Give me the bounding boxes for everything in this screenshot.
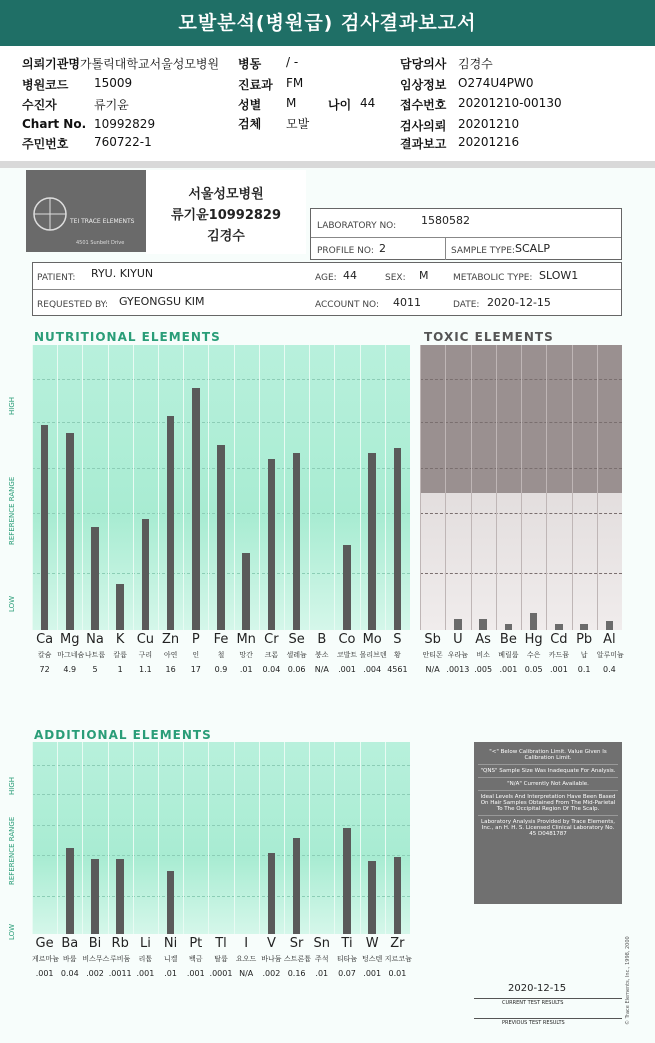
value-hospital-code: 15009 [94, 76, 133, 90]
additional-symbol-ni: Ni [163, 936, 178, 951]
additional-symbol-sn: Sn [313, 936, 331, 951]
axis-ref-label: REFERENCE RANGE [8, 476, 16, 545]
additional-symbol-pt: Pt [189, 936, 203, 951]
additional-lane [334, 742, 335, 934]
additional-symbol-li: Li [139, 936, 151, 951]
label-doctor: 담당의사 [400, 57, 447, 71]
label-clinical-info: 임상정보 [400, 78, 447, 92]
footer-previous: PREVIOUS TEST RESULTS [502, 1020, 565, 1026]
nutritional-lane [158, 345, 159, 630]
nutritional-bar-ca [41, 425, 49, 630]
logo-text: TEI TRACE ELEMENTS [70, 218, 135, 225]
nutritional-lane [57, 345, 58, 630]
value-age: 44 [360, 96, 376, 110]
date-value: 2020-12-15 [487, 296, 551, 309]
nutritional-name-co: 코발트 [336, 651, 358, 659]
additional-title: ADDITIONAL ELEMENTS [34, 728, 212, 742]
nutritional-gridline [32, 379, 410, 380]
additional-result-bi: .002 [86, 969, 104, 978]
label-specimen: 검체 [238, 117, 262, 131]
toxic-symbol-cd: Cd [550, 632, 568, 647]
nutritional-bar-p [192, 388, 200, 630]
age-value: 44 [343, 269, 357, 282]
nutritional-lane [385, 345, 386, 630]
additional-gridline [32, 825, 410, 826]
label-requested: 검사의뢰 [400, 119, 447, 133]
toxic-bar-u [454, 619, 462, 630]
requested-label: REQUESTED BY: [37, 300, 109, 310]
nutritional-symbol-b: B [317, 632, 327, 647]
toxic-bar-cd [555, 624, 563, 630]
nutritional-bar-cr [268, 459, 276, 630]
nutritional-bar-k [116, 584, 124, 630]
nutritional-lane [334, 345, 335, 630]
note-na: "N/A" Currently Not Available. [478, 781, 618, 791]
additional-result-pt: .001 [186, 969, 205, 978]
toxic-result-sb: N/A [425, 665, 440, 674]
nutritional-bar-mg [66, 433, 74, 630]
additional-bar-ni [167, 871, 175, 934]
nutritional-name-cu: 구리 [138, 651, 153, 659]
toxic-name-as: 비소 [476, 651, 490, 659]
nutritional-name-mn: 망간 [239, 651, 253, 659]
additional-symbol-v: V [266, 936, 276, 951]
nutritional-result-co: .001 [338, 665, 356, 674]
toxic-title: TOXIC ELEMENTS [424, 330, 554, 344]
nutritional-chart [32, 345, 410, 630]
nutritional-bar-mn [242, 553, 250, 630]
nutritional-lane [208, 345, 209, 630]
value-requested: 20201210 [458, 117, 520, 131]
toxic-symbol-pb: Pb [576, 632, 593, 647]
nutritional-name-k: 칼륨 [113, 651, 127, 659]
additional-symbol-ge: Ge [35, 936, 54, 951]
nutritional-result-na: 5 [92, 665, 98, 674]
additional-lane [284, 742, 285, 934]
nutritional-lane [133, 345, 134, 630]
toxic-name-al: 알루미늄 [596, 651, 624, 659]
note-ideal-levels: Ideal Levels And Interpretation Have Been Based On Hair Samples Obtained From The Mid-Parietal To The Occipital Region Of The Scalp. [478, 794, 618, 816]
value-clinical-info: O274U4PW0 [458, 76, 534, 90]
note-qns: "QNS" Sample Size Was Inadequate For Analysis. [478, 768, 618, 778]
nutritional-title: NUTRITIONAL ELEMENTS [34, 330, 221, 344]
nutritional-result-mg: 4.9 [63, 665, 77, 674]
value-doctor: 김경수 [458, 57, 493, 71]
toxic-symbol-sb: Sb [424, 632, 441, 647]
profile-label: PROFILE NO: [317, 246, 374, 256]
toxic-name-be: 베릴륨 [498, 651, 519, 659]
additional-symbol-sr: Sr [289, 936, 304, 951]
label-age: 나이 [328, 98, 352, 112]
nutritional-symbol-fe: Fe [213, 632, 229, 647]
additional-lane [82, 742, 83, 934]
additional-bar-bi [91, 859, 99, 934]
note-laboratory: Laboratory Analysis Provided by Trace Elements, Inc., an H. H. S. Licensed Clinical Laboratory No. 45 D0481787 [481, 819, 615, 837]
additional-bar-w [368, 861, 376, 934]
toxic-name-cd: 카드뮴 [548, 651, 570, 659]
footer-copyright: © Trace Elements, Inc., 1998, 2000 [625, 936, 631, 1025]
additional-bar-ti [343, 828, 351, 934]
lab-info-box [310, 208, 622, 260]
nutritional-result-zn: 16 [165, 665, 176, 674]
additional-lane [385, 742, 386, 934]
nutritional-result-ca: 72 [39, 665, 50, 674]
stamp-hospital: 서울성모병원 [188, 187, 264, 202]
lab-no-label: LABORATORY NO: [317, 221, 397, 231]
toxic-symbol-al: Al [603, 632, 616, 647]
stamp-doctor: 김경수 [207, 229, 245, 244]
toxic-chart [420, 345, 622, 630]
toxic-name-sb: 안티몬 [422, 651, 443, 659]
additional-lane [208, 742, 209, 934]
nutritional-lane [32, 345, 33, 630]
patient-info-box [32, 262, 622, 316]
nutritional-name-s: 황 [394, 651, 401, 659]
nutritional-bar-na [91, 527, 99, 630]
nutritional-symbol-mn: Mn [236, 632, 256, 647]
additional-name-ti: 티타늄 [336, 955, 358, 963]
additional-bar-v [268, 853, 276, 934]
nutritional-name-cr: 크롬 [264, 651, 279, 659]
nutritional-name-b: 붕소 [315, 651, 329, 659]
toxic-result-u: .0013 [446, 665, 470, 674]
nutritional-lane [259, 345, 260, 630]
trace-elements-logo [26, 170, 146, 252]
additional-name-li: 리튬 [138, 955, 153, 963]
account-value: 4011 [393, 296, 421, 309]
nutritional-lane [183, 345, 184, 630]
additional-lane [234, 742, 235, 934]
additional-symbol-rb: Rb [111, 936, 129, 951]
date-label: DATE: [453, 300, 480, 310]
toxic-result-al: 0.4 [603, 665, 616, 674]
toxic-symbol-as: As [475, 632, 491, 647]
nutritional-result-b: N/A [314, 665, 329, 674]
report-title: 모발분석(병원급) 검사결과보고서 [0, 0, 655, 46]
additional-bar-sr [293, 838, 301, 934]
nutritional-name-na: 나트륨 [84, 651, 106, 659]
patient-label: PATIENT: [37, 273, 76, 283]
nutritional-lane [309, 345, 310, 630]
toxic-result-as: .005 [474, 665, 493, 674]
axis-low-label: LOW [8, 595, 16, 612]
additional-gridline [32, 765, 410, 766]
requested-value: GYEONGSU KIM [119, 295, 205, 308]
nutritional-symbol-mo: Mo [362, 632, 382, 647]
additional-result-sn: .01 [315, 969, 329, 978]
axis-high-label: HIGH [8, 396, 16, 415]
additional-result-rb: .0011 [108, 969, 132, 978]
nutritional-bar-fe [217, 445, 225, 630]
toxic-name-hg: 수은 [526, 651, 541, 659]
label-resident-no: 주민번호 [22, 137, 69, 151]
toxic-symbol-hg: Hg [524, 632, 543, 647]
nutritional-symbol-mg: Mg [60, 632, 80, 647]
value-chart-no: 10992829 [94, 117, 156, 131]
sample-type-label: SAMPLE TYPE: [451, 246, 515, 256]
value-receipt-no: 20201210-00130 [458, 96, 562, 110]
additional-chart [32, 742, 410, 934]
nutritional-gridline [32, 422, 410, 423]
nutritional-bar-mo [368, 453, 376, 630]
additional-gridline [32, 794, 410, 795]
nutritional-symbol-cr: Cr [264, 632, 279, 647]
nutritional-result-mo: .004 [363, 665, 382, 674]
notes-box [474, 742, 622, 904]
additional-lane [108, 742, 109, 934]
nutritional-name-ca: 칼슘 [37, 651, 52, 659]
metabolic-value: SLOW1 [539, 269, 579, 282]
logo-address: 4501 Sunbelt Drive [76, 240, 125, 246]
toxic-lane [496, 345, 497, 630]
nutritional-name-fe: 철 [217, 651, 225, 659]
nutritional-bar-zn [167, 416, 175, 630]
nutritional-bar-cu [142, 519, 150, 630]
nutritional-result-cr: 0.04 [262, 665, 281, 674]
label-ward: 병동 [238, 57, 262, 71]
additional-name-w: 텅스텐 [362, 955, 383, 963]
axis-low-label-2: LOW [8, 923, 16, 940]
additional-result-ba: 0.04 [60, 969, 79, 978]
nutritional-symbol-na: Na [86, 632, 104, 647]
nutritional-result-se: 0.06 [287, 665, 306, 674]
additional-bar-rb [116, 859, 124, 934]
additional-bar-zr [394, 857, 402, 934]
nutritional-symbol-k: K [115, 632, 125, 647]
label-reported: 결과보고 [400, 137, 447, 151]
nutritional-bar-se [293, 453, 301, 630]
footer-date: 2020-12-15 [508, 983, 567, 994]
nutritional-symbol-s: S [393, 632, 402, 647]
additional-lane [309, 742, 310, 934]
toxic-lane [521, 345, 522, 630]
value-specimen: 모발 [286, 117, 310, 131]
additional-lane [32, 742, 33, 934]
toxic-lane [597, 345, 598, 630]
additional-symbol-ba: Ba [61, 936, 79, 951]
value-department: FM [286, 76, 304, 90]
sex-value: M [419, 269, 429, 282]
nutritional-result-cu: 1.1 [139, 665, 152, 674]
value-patient: 류기윤 [94, 98, 129, 112]
toxic-lane [546, 345, 547, 630]
additional-symbol-ti: Ti [341, 936, 353, 951]
additional-lane [158, 742, 159, 934]
nutritional-name-se: 셀레늄 [286, 651, 307, 659]
separator [0, 161, 655, 168]
additional-lane [183, 742, 184, 934]
axis-high-label-2: HIGH [8, 776, 16, 795]
label-department: 진료과 [238, 78, 273, 92]
additional-symbol-w: W [365, 936, 379, 951]
additional-name-pt: 백금 [189, 955, 203, 963]
toxic-result-be: .001 [499, 665, 518, 674]
additional-result-li: .001 [136, 969, 155, 978]
patient-value: RYU. KIYUN [91, 267, 154, 280]
additional-name-i: 요오드 [236, 955, 257, 963]
additional-result-ni: .01 [164, 969, 177, 978]
value-reported: 20201216 [458, 135, 520, 149]
additional-result-zr: 0.01 [388, 969, 407, 978]
additional-result-sr: 0.16 [287, 969, 306, 978]
toxic-bar-hg [530, 613, 538, 630]
value-institution: 가톨릭대학교서울성모병원 [80, 57, 220, 71]
toxic-lane [445, 345, 446, 630]
toxic-name-pb: 납 [580, 651, 588, 659]
value-resident-no: 760722-1 [94, 135, 152, 149]
footer-current: CURRENT TEST RESULTS [502, 1000, 564, 1006]
additional-name-ni: 니켈 [163, 955, 178, 963]
nutritional-symbol-ca: Ca [36, 632, 54, 647]
nutritional-lane [360, 345, 361, 630]
label-chart-no: Chart No. [22, 117, 87, 131]
toxic-result-cd: .001 [549, 665, 568, 674]
additional-name-sn: 주석 [315, 955, 329, 963]
toxic-result-pb: 0.1 [577, 665, 591, 674]
toxic-bar-as [479, 619, 487, 630]
nutritional-symbol-p: P [191, 632, 200, 647]
additional-name-tl: 탈륨 [214, 955, 228, 963]
additional-result-ge: .001 [35, 969, 54, 978]
additional-name-ge: 게르마늄 [32, 955, 60, 963]
nutritional-result-mn: .01 [239, 665, 253, 674]
value-sex: M [286, 96, 297, 110]
toxic-bar-be [505, 624, 513, 630]
lab-no-value: 1580582 [421, 214, 470, 227]
additional-symbol-bi: Bi [88, 936, 102, 951]
toxic-symbol-be: Be [499, 632, 517, 647]
nutritional-name-mg: 마그네슘 [57, 651, 85, 659]
hospital-stamp [146, 170, 306, 254]
nutritional-lane [108, 345, 109, 630]
additional-name-zr: 지르코늄 [384, 955, 412, 963]
nutritional-name-zn: 아연 [163, 651, 178, 659]
additional-result-ti: 0.07 [338, 969, 356, 978]
additional-name-ba: 바륨 [63, 955, 77, 963]
label-institution: 의뢰기관명 [22, 57, 80, 71]
nutritional-bar-s [394, 448, 402, 630]
additional-grid [32, 742, 410, 934]
value-ward: / - [286, 55, 299, 69]
toxic-lane [471, 345, 472, 630]
note-below-limit: "<" Below Calibration Limit. Value Given Is Calibration Limit. [478, 749, 618, 765]
additional-lane [133, 742, 134, 934]
nutritional-result-s: 4561 [387, 665, 408, 674]
axis-ref-label-2: REFERENCE RANGE [8, 816, 16, 885]
additional-lane [360, 742, 361, 934]
additional-result-w: .001 [363, 969, 382, 978]
toxic-name-u: 우라늄 [447, 651, 469, 659]
nutritional-symbol-se: Se [288, 632, 305, 647]
nutritional-name-p: 인 [192, 651, 200, 659]
sex-label: SEX: [385, 273, 406, 283]
profile-value: 2 [379, 242, 386, 255]
additional-result-i: N/A [239, 969, 254, 978]
toxic-symbol-u: U [453, 632, 463, 647]
toxic-result-hg: 0.05 [524, 665, 543, 674]
nutritional-name-mo: 몰리브덴 [359, 651, 387, 659]
additional-bar-ba [66, 848, 74, 934]
additional-name-bi: 비스무스 [82, 955, 110, 963]
label-patient: 수진자 [22, 98, 57, 112]
additional-symbol-zr: Zr [390, 936, 405, 951]
additional-name-v: 바나듐 [261, 955, 282, 963]
additional-gridline [32, 896, 410, 897]
nutritional-result-k: 1 [117, 665, 123, 674]
nutritional-lane [234, 345, 235, 630]
sample-type-value: SCALP [515, 242, 550, 255]
metabolic-label: METABOLIC TYPE: [453, 273, 533, 283]
additional-result-tl: .0001 [209, 969, 233, 978]
nutritional-result-p: 17 [190, 665, 201, 674]
additional-lane [259, 742, 260, 934]
additional-symbol-i: I [244, 936, 249, 951]
toxic-lane [572, 345, 573, 630]
label-receipt-no: 접수번호 [400, 98, 447, 112]
account-label: ACCOUNT NO: [315, 300, 380, 310]
toxic-bar-al [606, 621, 614, 630]
label-hospital-code: 병원코드 [22, 78, 69, 92]
nutritional-lane [284, 345, 285, 630]
stamp-patient: 류기윤10992829 [170, 208, 282, 223]
additional-symbol-tl: Tl [215, 936, 227, 951]
additional-name-sr: 스트론튬 [284, 955, 312, 963]
additional-name-rb: 루비듐 [110, 955, 131, 963]
label-sex: 성별 [238, 98, 262, 112]
nutritional-symbol-co: Co [338, 632, 356, 647]
toxic-lane [420, 345, 421, 630]
nutritional-bar-co [343, 545, 351, 631]
additional-gridline [32, 855, 410, 856]
additional-lane [57, 742, 58, 934]
age-label: AGE: [315, 273, 337, 283]
nutritional-symbol-cu: Cu [136, 632, 155, 647]
toxic-bar-pb [580, 624, 588, 630]
nutritional-lane [82, 345, 83, 630]
nutritional-result-fe: 0.9 [214, 665, 228, 674]
additional-result-v: .002 [262, 969, 281, 978]
nutritional-symbol-zn: Zn [162, 632, 180, 647]
